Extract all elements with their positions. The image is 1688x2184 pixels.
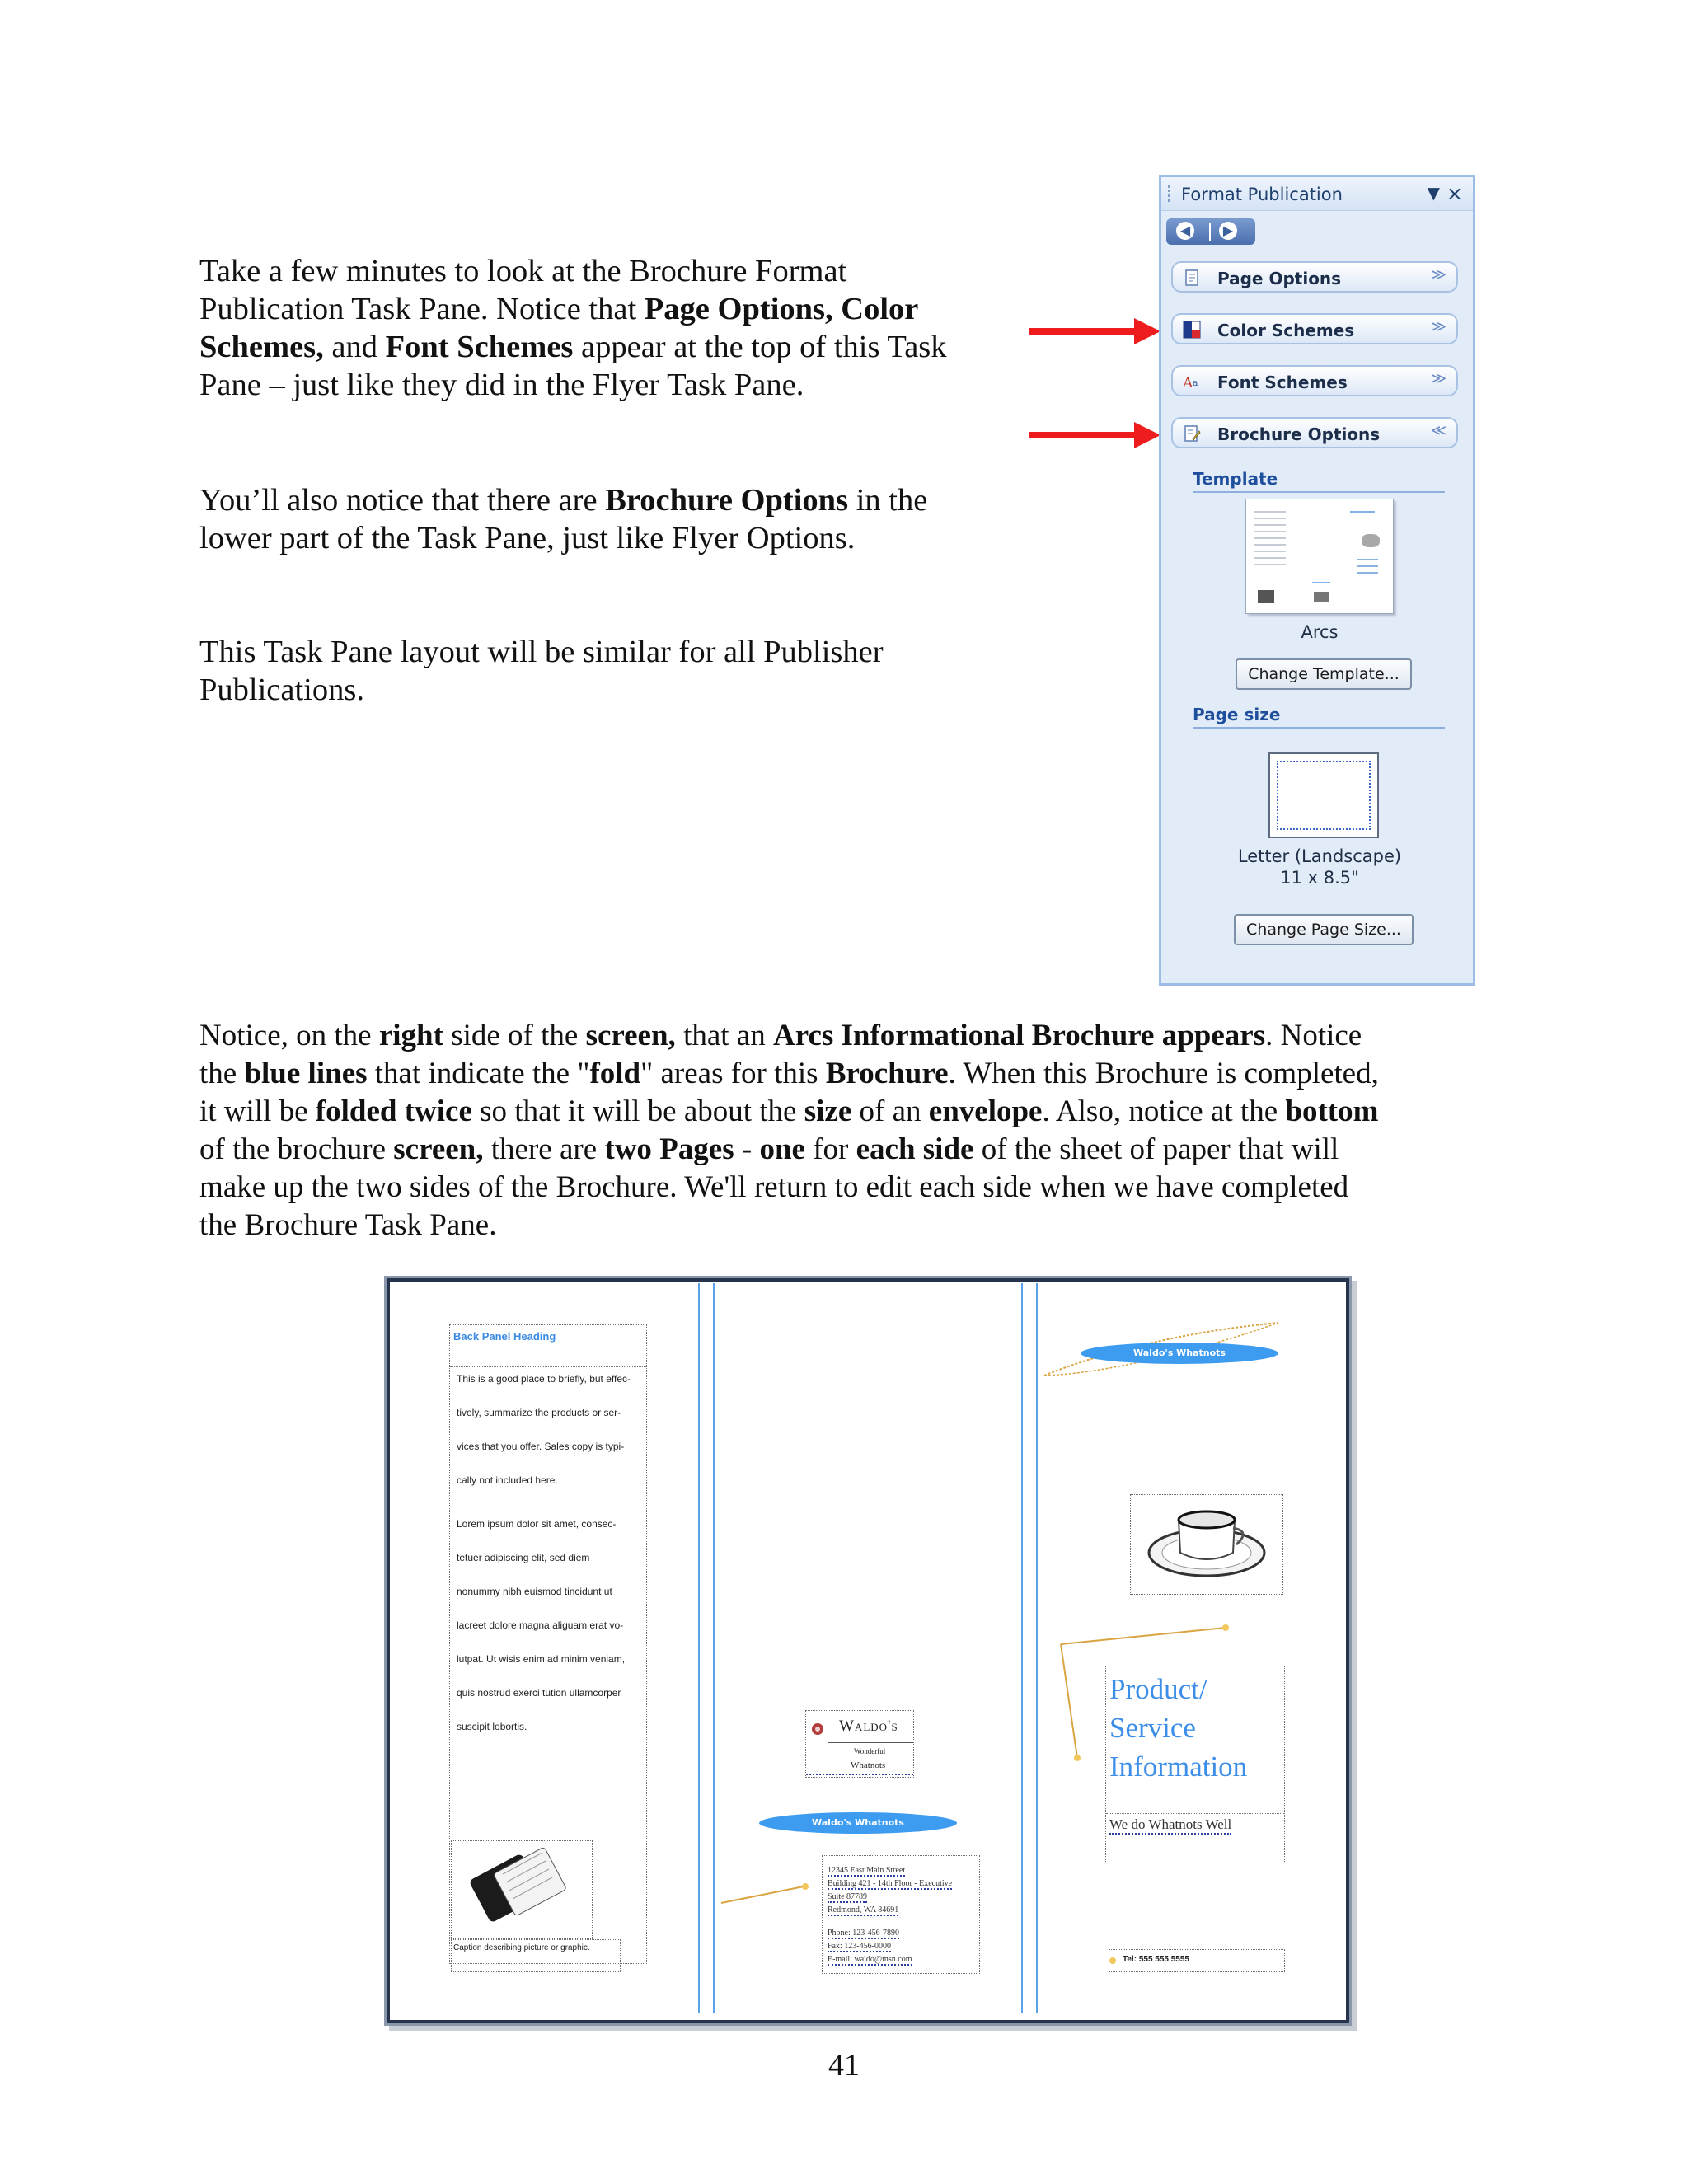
bold-text: fold [589,1057,641,1090]
planner-picture-frame[interactable] [451,1840,593,1939]
bold-text: size [804,1094,852,1128]
svg-text:A: A [1183,373,1193,391]
drag-grip-icon[interactable] [1168,185,1173,202]
pane-menu-dropdown-icon[interactable]: ▼ [1427,183,1440,203]
intro-paragraph-3 [199,633,884,709]
text: that an [675,1019,773,1052]
bold-text: Page Options, Color [644,292,919,326]
brochure-icon [1183,424,1201,443]
text: of an [851,1094,929,1128]
page-number: 41 [828,2048,860,2083]
text: there are [483,1132,605,1166]
page-size-dimensions: 11 x 8.5" [1280,868,1359,888]
planner-icon [452,1841,592,1938]
task-pane-titlebar [1161,177,1473,211]
notice-paragraph [199,1017,1379,1244]
body-line: tetuer adipiscing elit, sed diem [457,1552,590,1563]
logo-emblem-icon [811,1722,824,1736]
section-label: Font Schemes [1217,373,1348,392]
body-line: This is a good place to briefly, but effec- [457,1373,631,1385]
section-label: Brochure Options [1217,424,1381,444]
bold-text: Brochure Options [605,483,849,518]
brochure-options-button[interactable] [1171,417,1458,448]
task-pane-title: Format Publication [1181,185,1343,204]
fold-line [698,1283,700,2013]
bold-text: screen, [585,1019,676,1052]
fold-line [713,1283,715,2013]
text: appear at the top of this Task [573,330,947,364]
intro-paragraph-1 [199,252,947,404]
bold-text: Schemes, [199,330,324,364]
forward-arrow-icon[interactable]: ▶ [1219,222,1237,240]
fold-line [1021,1283,1023,2013]
page-size-name: Letter (Landscape) [1237,846,1402,866]
contact-line: E-mail: waldo@msn.com [828,1955,912,1964]
text: that indicate the " [367,1057,590,1090]
body-line: quis nostrud exerci tution ullamcorper [457,1687,621,1699]
back-panel-heading: Back Panel Heading [453,1330,556,1343]
change-page-size-button[interactable]: Change Page Size... [1234,914,1414,945]
bullet-icon [1108,1956,1118,1966]
page-size-preview[interactable] [1268,752,1379,838]
chevron-up-icon: ≪ [1431,422,1447,439]
red-arrow-icon [1029,432,1136,438]
section-label: Color Schemes [1217,321,1355,340]
body-line: cally not included here. [457,1474,558,1486]
text: . Also, notice at the [1042,1094,1286,1128]
body-line: nonummy nibh euismod tincidunt ut [457,1586,612,1597]
body-line: vices that you offer. Sales copy is typi- [457,1441,625,1452]
text: the Brochure Task Pane. [199,1208,497,1242]
text: in the [848,483,928,518]
logo-line: Wonderful [854,1747,886,1755]
bold-text: each side [856,1132,974,1166]
text: Publications. [199,673,364,707]
title-line: Information [1109,1750,1248,1783]
text: the [199,1057,245,1090]
text: . When this Brochure is completed, [948,1057,1379,1090]
body-line: suscipit lobortis. [457,1721,528,1732]
bold-text: one [759,1132,805,1166]
text: of the sheet of paper that will [973,1132,1339,1166]
bold-text: right [378,1019,443,1052]
title-line: Service [1109,1712,1196,1744]
template-header: Template [1193,469,1278,489]
address-line: Suite 87789 [828,1892,868,1901]
chevron-down-icon: ≫ [1431,266,1447,284]
change-template-button[interactable]: Change Template... [1236,658,1412,690]
text: of the brochure [199,1132,394,1166]
template-thumbnail[interactable] [1245,499,1394,614]
text: Pane – just like they did in the Flyer Task Pane. [199,368,804,402]
text: Notice, on the [199,1019,379,1052]
pane-navigation [1166,218,1255,245]
picture-caption: Caption describing picture or graphic. [453,1943,590,1952]
telephone: Tel: 555 555 5555 [1123,1955,1189,1964]
page-icon [1183,269,1201,287]
logo-name: Waldo's [839,1718,898,1735]
text: - [734,1132,760,1166]
format-publication-task-pane [1159,175,1475,986]
text: for [804,1132,856,1166]
font-scheme-icon [1183,373,1201,391]
product-info-frame[interactable] [1105,1666,1285,1863]
color-scheme-icon [1183,321,1201,339]
cover-company-banner[interactable]: Waldo's Whatnots [1081,1343,1278,1364]
intro-paragraph-2 [199,481,927,557]
logo-line: Whatnots [851,1760,886,1770]
divider [1193,727,1445,729]
text: You’ll also notice that there are [199,483,606,518]
text: and [323,330,386,364]
text: make up the two sides of the Brochure. We'll return to edit each side when we have completed [199,1170,1349,1204]
body-line: Lorem ipsum dolor sit amet, consec- [457,1518,617,1530]
text: Publication Task Pane. Notice that [199,292,645,326]
connector-line-icon [716,1877,815,1910]
tagline: We do Whatnots Well [1109,1816,1231,1835]
bold-text: screen, [393,1132,484,1166]
cup-picture-frame[interactable] [1130,1494,1283,1595]
body-line: lacreet dolore magna aliguam erat vo- [457,1619,624,1631]
company-name-banner[interactable]: Waldo's Whatnots [759,1812,957,1834]
text: " areas for this [640,1057,826,1090]
telephone-frame[interactable] [1109,1949,1285,1972]
chevron-down-icon: ≫ [1431,370,1447,387]
svg-text:a: a [1192,377,1198,389]
product-title [1109,1670,1247,1786]
font-schemes-button[interactable] [1171,365,1458,396]
contact-info-frame[interactable] [822,1855,980,1974]
text: This Task Pane layout will be similar for all Publisher [199,635,884,669]
bold-text: Font Schemes [385,330,574,364]
divider [1193,491,1445,493]
title-line: Product/ [1109,1673,1207,1705]
bold-text: two Pages [604,1132,734,1166]
address-line: Redmond, WA 84691 [828,1905,899,1915]
caption-frame[interactable] [451,1939,621,1972]
page-size-header: Page size [1193,705,1281,724]
brochure-preview [384,1276,1352,2026]
coffee-cup-icon [1131,1495,1282,1594]
contact-line: Fax: 123-456-0000 [828,1942,891,1951]
bold-text: Arcs Informational Brochure appears [772,1019,1266,1052]
text: side of the [443,1019,586,1052]
body-line: lutpat. Ut wisis enim ad minim veniam, [457,1653,626,1665]
bold-text: bottom [1285,1094,1379,1128]
divider [1209,223,1211,241]
text: so that it will be about the [471,1094,804,1128]
address-line: Building 421 - 14th Floor - Executive [828,1879,953,1888]
bold-text: blue lines [244,1057,368,1090]
page-options-button[interactable] [1171,261,1458,293]
bold-text: Brochure [825,1057,949,1090]
template-name: Arcs [1301,622,1339,642]
contact-line: Phone: 123-456-7890 [828,1929,899,1938]
close-icon[interactable]: × [1446,182,1463,205]
text: lower part of the Task Pane, just like Flyer Options. [199,521,856,555]
red-arrow-icon [1029,328,1136,335]
color-schemes-button[interactable] [1171,313,1458,344]
section-label: Page Options [1217,269,1342,288]
address-line: 12345 East Main Street [828,1866,906,1875]
bold-text: envelope [928,1094,1043,1128]
chevron-down-icon: ≫ [1431,318,1447,335]
body-line: tively, summarize the products or ser- [457,1407,621,1418]
bold-text: folded twice [315,1094,472,1128]
logo-frame[interactable] [805,1710,914,1778]
text: it will be [199,1094,316,1128]
text: Take a few minutes to look at the Brochure Format [199,254,847,288]
fold-line [1036,1283,1038,2013]
text: . Notice [1265,1019,1362,1052]
back-arrow-icon[interactable]: ◀ [1176,222,1194,240]
